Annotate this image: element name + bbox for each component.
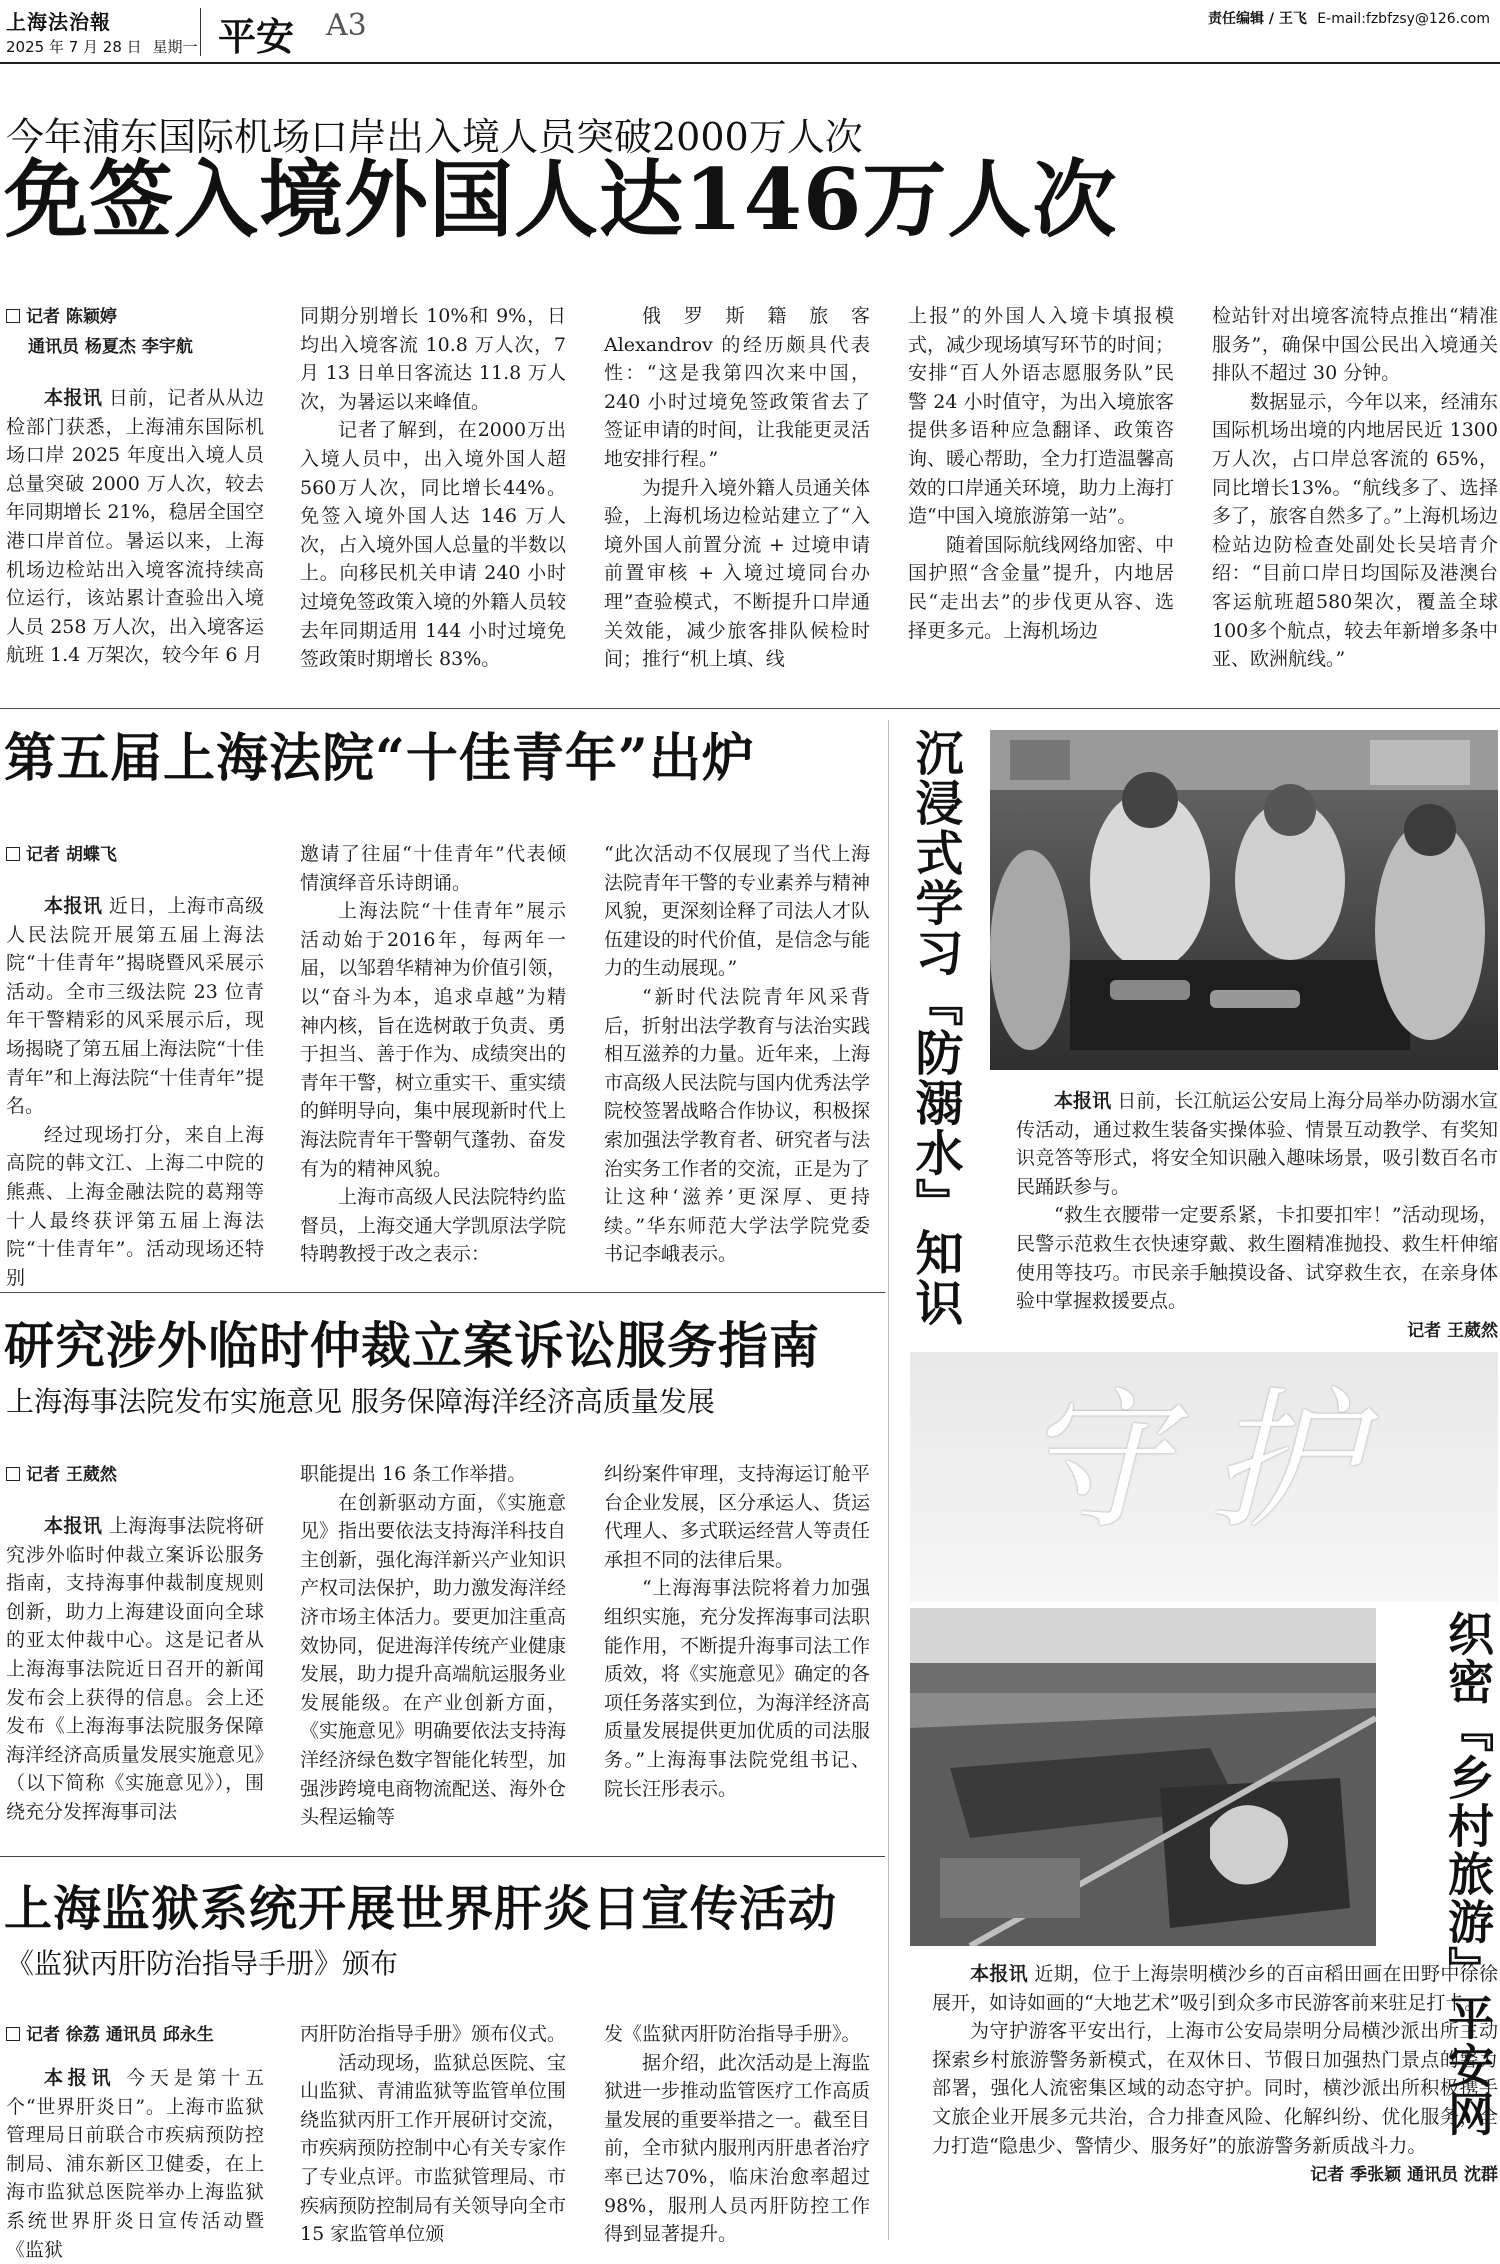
story6-col3 bbox=[604, 2020, 870, 2249]
editor-info bbox=[1208, 8, 1490, 28]
story5-banner-text: 守护 bbox=[1020, 1375, 1401, 1549]
byline-box-icon bbox=[6, 847, 20, 861]
story3-photo bbox=[990, 730, 1498, 1070]
story1-col3 bbox=[604, 302, 870, 674]
story1-text-4: 俄罗斯籍旅客 Alexandrov 的经历颇具代表性：“这是我第四次来中国，240 小时过境免签政策省去了签证申请的时间，让我能更灵活地安排行程。” bbox=[604, 305, 871, 470]
byline-box-icon bbox=[6, 1467, 20, 1481]
page-number: A3 bbox=[326, 8, 367, 43]
story3-text-1: 日前，长江航运公安局上海分局举办防溺水宣传活动，通过救生装备实操体验、情景互动教学、有奖知识竞答等形式，将安全知识融入趣味场景，吸引数百名市民踊跃参与。 bbox=[1016, 1090, 1498, 1198]
story6-text-1: 今天是第十五个“世界肝炎日”。上海市监狱管理局日前联合市疾病预防控制局、浦东新区卫健委，在上海市监狱总医院举办上海监狱系统世界肝炎日宣传活动暨《监狱 bbox=[6, 2067, 264, 2261]
story2-text-5: 上海市高级人民法院特约监督员，上海交通大学凯原法学院特聘教授于改之表示： bbox=[300, 1186, 567, 1266]
story2-byline bbox=[6, 840, 264, 870]
story1-col5 bbox=[1212, 302, 1498, 674]
byline-box-icon bbox=[6, 2027, 20, 2041]
story2-bottom-rule bbox=[0, 1292, 885, 1293]
story1-col4 bbox=[908, 302, 1174, 645]
story4-byline-reporter: 记者 王葳然 bbox=[26, 1465, 117, 1485]
story4-bottom-rule bbox=[0, 1856, 885, 1857]
story4-text-4: 纠纷案件审理，支持海运订舱平台企业发展，区分承运人、货运代理人、多式联运经营人等责任承担不同的法律后果。 bbox=[604, 1463, 871, 1571]
story2-title: 第五届上海法院“十佳青年”出炉 bbox=[4, 728, 755, 789]
story1-byline bbox=[6, 302, 264, 362]
story6-lead: 本报讯 bbox=[44, 2067, 116, 2089]
story1-text-3: 记者了解到，在2000万出入境人员中，出入境外国人超 560万人次，同比增长44%。免签入境外国人达 146 万人次，占入境外国人总量的半数以上。向移民机关申请 240 小时过境免签政策入境的外籍人员较去年同期适用 144 小时过境免签政策时期增长 83%。 bbox=[300, 419, 567, 671]
story5-banner bbox=[910, 1352, 1498, 1602]
story6-byline-reporter: 记者 徐荔 通讯员 邱永生 bbox=[26, 2025, 214, 2045]
column-rule bbox=[888, 720, 889, 2240]
masthead-divider bbox=[200, 8, 201, 56]
story5-lead: 本报讯 bbox=[970, 1963, 1028, 1985]
story4-col1 bbox=[6, 1460, 264, 1827]
story2-col1 bbox=[6, 840, 264, 1292]
email-text: E-mail:fzbfzsy@126.com bbox=[1317, 11, 1490, 27]
story2-text-2: 经过现场打分，来自上海高院的韩文江、上海二中院的熊燕、上海金融法院的葛翔等十人最终获评第五届上海法院“十佳青年”。活动现场还特别 bbox=[6, 1123, 264, 1289]
story3-body bbox=[1016, 1087, 1498, 1346]
story3-vertical-title: 沉浸式学习『防溺水』知识 bbox=[907, 728, 963, 1328]
story4-col2 bbox=[300, 1460, 566, 1832]
story5-body bbox=[932, 1960, 1498, 2190]
story1-text-6: 上报”的外国人入境卡填报模式，减少现场填写环节的时间；安排“百人外语志愿服务队”民警 24 小时值守，为出入境旅客提供多语种应急翻译、政策咨询、暖心帮助，全力打造温馨高效的口岸通关环境，助力上海打造“中国入境旅游第一站”。 bbox=[908, 305, 1175, 528]
masthead-rule bbox=[0, 62, 1500, 64]
story3-text-2: “救生衣腰带一定要系紧，卡扣要扣牢！”活动现场，民警示范救生衣快速穿戴、救生圈精准抛投、救生杆伸缩使用等技巧。市民亲手触摸设备、试穿救生衣，在亲身体验中掌握救援要点。 bbox=[1016, 1204, 1498, 1313]
byline-box-icon bbox=[6, 309, 20, 323]
story2-text-7: “新时代法院青年风采背后，折射出法学教育与法治实践相互滋养的力量。近年来，上海市高级人民法院与国内优秀法学院校签署战略合作协议，积极探索加强法学教育者、研究者与法治实务工作者的交流，正是为了让这种‘滋养’更深厚、更持续。”华东师范大学法学院党委书记李峨表示。 bbox=[604, 985, 871, 1266]
story1-text-8: 检站针对出境客流特点推出“精准服务”，确保中国公民出入境通关排队不超过 30 分钟。 bbox=[1212, 305, 1498, 385]
section-name: 平安 bbox=[218, 14, 295, 59]
story1-text-1: 日前，记者从从边检部门获悉，上海浦东国际机场口岸 2025 年度出入境人员总量突破 2000 万人次，较去年同期增长 21%，稳居全国空港口岸首位。暑运以来，上海机场边检站出入境客流持续高位运行，该站累计查验出入境人员 258 万人次，出入境客运航班 1.4 万架次，较今年 6 月 bbox=[6, 387, 264, 667]
story2-col3 bbox=[604, 840, 870, 1269]
story4-byline bbox=[6, 1460, 264, 1490]
story2-text-1: 近日，上海市高级人民法院开展第五届上海法院“十佳青年”揭晓暨风采展示活动。全市三级法院 23 位青年干警精彩的风采展示后，现场揭晓了第五届上海法院“十佳青年”和上海法院“十佳青年”提名。 bbox=[6, 895, 264, 1118]
story2-lead: 本报讯 bbox=[44, 895, 103, 917]
story1-lead: 本报讯 bbox=[44, 387, 103, 409]
editor-text: 责任编辑 / 王飞 bbox=[1207, 11, 1307, 27]
story4-lead: 本报讯 bbox=[44, 1515, 103, 1537]
story4-text-2: 职能提出 16 条工作举措。 bbox=[300, 1463, 527, 1485]
story4-subtitle: 上海海事法院发布实施意见 服务保障海洋经济高质量发展 bbox=[6, 1385, 715, 1418]
story3-lead: 本报讯 bbox=[1054, 1090, 1112, 1112]
masthead bbox=[0, 0, 1500, 60]
story1-title: 免签入境外国人达146万人次 bbox=[4, 150, 1118, 249]
story1-text-2: 同期分别增长 10%和 9%，日均出入境客流 10.8 万人次，7 月 13 日单日客流达 11.8 万人次，为暑运以来峰值。 bbox=[300, 305, 566, 413]
story6-col2 bbox=[300, 2020, 566, 2249]
rice-field-painting-photo-icon bbox=[910, 1608, 1376, 1946]
rescue-demo-photo-icon bbox=[990, 730, 1498, 1070]
story1-byline-reporter: 记者 陈颖婷 bbox=[26, 307, 117, 327]
story5-byline: 记者 季张颖 通讯员 沈群 bbox=[1310, 2165, 1498, 2186]
story1-col1 bbox=[6, 302, 264, 670]
date-text: 2025 年 7 月 28 日 bbox=[6, 38, 142, 56]
story1-byline-correspondent: 通讯员 杨夏杰 李宇航 bbox=[28, 337, 193, 357]
weekday-text: 星期一 bbox=[152, 38, 198, 56]
story6-col1 bbox=[6, 2020, 264, 2264]
story4-col3 bbox=[604, 1460, 870, 1803]
story1-text-7: 随着国际航线网络加密、中国护照“含金量”提升，内地居民“走出去”的步伐更从容、选择更多元。上海机场边 bbox=[908, 533, 1175, 642]
issue-date bbox=[6, 36, 197, 57]
story3-byline: 记者 王葳然 bbox=[1407, 1320, 1498, 1341]
story4-text-5: “上海海事法院将着力加强组织实施，充分发挥海事司法职能作用，不断提升海事司法工作质效，将《实施意见》确定的各项任务落实到位，为海洋经济高质量发展提供更加优质的司法服务。”上海海事法院党组书记、院长汪彤表示。 bbox=[604, 1577, 871, 1800]
story4-text-3: 在创新驱动方面，《实施意见》指出要依法支持海洋科技自主创新，强化海洋新兴产业知识产权司法保护，助力激发海洋经济市场主体活力。要更加注重高效协同，促进海洋传统产业健康发展，助力提升高端航运服务业发展能级。在产业创新方面，《实施意见》明确要依法支持海洋经济绿色数字智能化转型，加强涉跨境电商物流配送、海外仓头程运输等 bbox=[300, 1491, 567, 1829]
story5-vertical-title: 织密『乡村旅游』平安网 bbox=[1441, 1610, 1495, 2138]
story6-text-3: 活动现场，监狱总医院、宝山监狱、青浦监狱等监管单位围绕监狱丙肝工作开展研讨交流，市疾病预防控制中心有关专家作了专业点评。市监狱管理局、市疾病预防控制局有关领导向全市 15 家监管单位颁 bbox=[300, 2051, 567, 2246]
story5-text-1: 近期，位于上海崇明横沙乡的百亩稻田画在田野中徐徐展开，如诗如画的“大地艺术”吸引到众多市民游客前来驻足打卡。 bbox=[932, 1963, 1498, 2014]
story2-col2 bbox=[300, 840, 566, 1269]
story1-col2 bbox=[300, 302, 566, 674]
story4-title: 研究涉外临时仲裁立案诉讼服务指南 bbox=[4, 1316, 820, 1375]
story5-photo bbox=[910, 1608, 1376, 1946]
story1-bottom-rule bbox=[0, 708, 1500, 709]
story1-text-9: 数据显示，今年以来，经浦东国际机场出境的内地居民近 1300万人次，占口岸总客流的 65%，同比增长13%。“航线多了、选择多了，旅客自然多了。”上海机场边检站边防检查处副处长吴培青介绍：“目前口岸日均国际及港澳台客运航班超580架次，覆盖全球100多个航点，较去年新增多条中亚、欧洲航线。” bbox=[1212, 390, 1498, 671]
story1-kicker: 今年浦东国际机场口岸出入境人员突破2000万人次 bbox=[6, 115, 863, 159]
story2-byline-reporter: 记者 胡蝶飞 bbox=[26, 845, 117, 865]
story6-byline bbox=[6, 2020, 264, 2050]
paper-name: 上海法治報 bbox=[6, 10, 111, 34]
story4-text-1: 上海海事法院将研究涉外临时仲裁立案诉讼服务指南，支持海事仲裁制度规则创新，助力上海建设面向全球的亚太仲裁中心。这是记者从上海海事法院近日召开的新闻发布会上获得的信息。会上还发布《上海海事法院服务保障海洋经济高质量发展实施意见》（以下简称《实施意见》），围绕充分发挥海事司法 bbox=[6, 1515, 264, 1823]
story6-title: 上海监狱系统开展世界肝炎日宣传活动 bbox=[4, 1881, 838, 1937]
story6-subtitle: 《监狱丙肝防治指导手册》颁布 bbox=[6, 1947, 399, 1980]
story2-text-3: 邀请了往届“十佳青年”代表倾情演绎音乐诗朗诵。 bbox=[300, 843, 566, 894]
story1-text-5: 为提升入境外籍人员通关体验，上海机场边检站建立了“入境外国人前置分流 + 过境申请前置审核 + 入境过境同台办理”查验模式，不断提升口岸通关效能，减少旅客排队候检时间；推行“机上填、线 bbox=[604, 476, 871, 671]
story6-text-5: 据介绍，此次活动是上海监狱进一步推动监管医疗工作高质量发展的重要举措之一。截至目前，全市狱内服刑丙肝患者治疗率已达70%，临床治愈率超过98%，服刑人员丙肝防控工作得到显著提升。 bbox=[604, 2051, 871, 2246]
story2-text-4: 上海法院“十佳青年”展示活动始于2016年，每两年一届，以邹碧华精神为价值引领，以“奋斗为本，追求卓越”为精神内核，旨在选树敢于负责、勇于担当、善于作为、成绩突出的青年干警，树立重实干、重实绩的鲜明导向，集中展现新时代上海法院青年干警朝气蓬勃、奋发有为的精神风貌。 bbox=[300, 900, 567, 1180]
story6-text-4: 发《监狱丙肝防治指导手册》。 bbox=[604, 2023, 861, 2045]
story6-text-2: 丙肝防治指导手册》颁布仪式。 bbox=[300, 2023, 567, 2045]
story5-text-2: 为守护游客平安出行，上海市公安局崇明分局横沙派出所主动探索乡村旅游警务新模式，在双休日、节假日加强热门景点的警力部署，强化人流密集区域的动态守护。同时，横沙派出所积极携手文旅企业开展多元共治，合力排查风险、化解纠纷、优化服务，全力打造“隐患少、警情少、服务好”的旅游警务新质战斗力。 bbox=[932, 2020, 1498, 2157]
story2-text-6: “此次活动不仅展现了当代上海法院青年干警的专业素养与精神风貌，更深刻诠释了司法人才队伍建设的时代价值，是信念与能力的生动展现。” bbox=[604, 843, 871, 980]
